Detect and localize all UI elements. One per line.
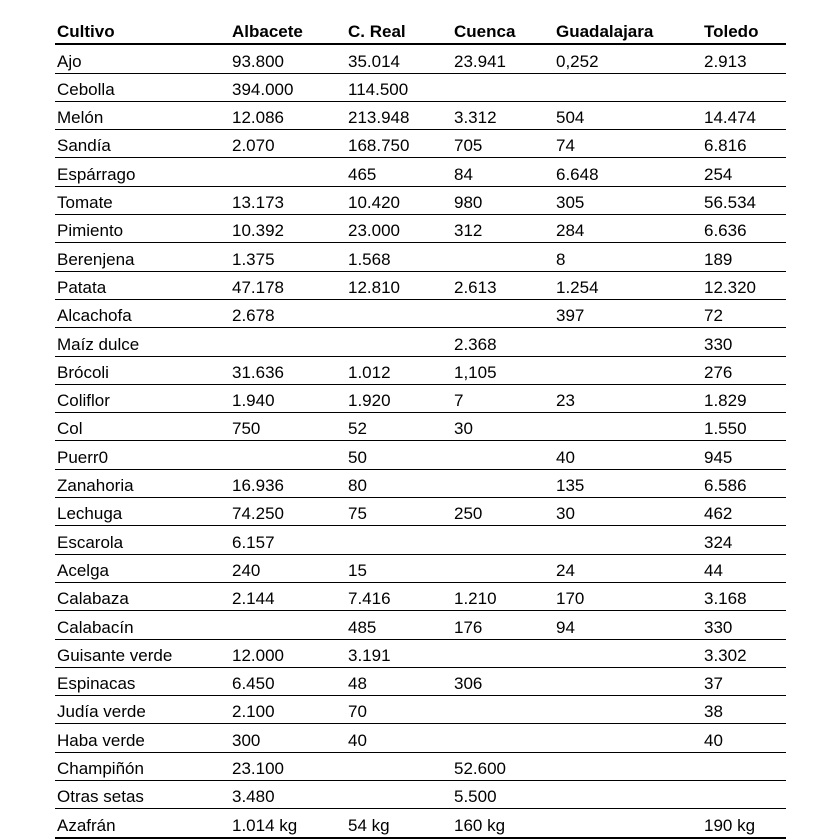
cell-guadalajara: 6.648: [554, 158, 702, 186]
cell-albacete: 240: [230, 554, 346, 582]
cell-guadalajara: 1.254: [554, 271, 702, 299]
cell-cuenca: 160 kg: [452, 809, 554, 838]
cell-c-real: 15: [346, 554, 452, 582]
cell-c-real: 168.750: [346, 130, 452, 158]
cell-cuenca: [452, 441, 554, 469]
table-row: [55, 696, 786, 724]
table-row: [55, 328, 786, 356]
table-row: [55, 498, 786, 526]
table-row: [55, 441, 786, 469]
cell-guadalajara: [554, 696, 702, 724]
cell-albacete: 10.392: [230, 215, 346, 243]
crop-production-table: [55, 16, 786, 839]
cell-c-real: 1.920: [346, 384, 452, 412]
cell-c-real: 54 kg: [346, 809, 452, 838]
cell-guadalajara: [554, 667, 702, 695]
cell-albacete: 13.173: [230, 186, 346, 214]
cell-c-real: [346, 526, 452, 554]
table-row: [55, 384, 786, 412]
cell-cuenca: [452, 724, 554, 752]
cell-cuenca: 52.600: [452, 752, 554, 780]
cell-cuenca: 3.312: [452, 101, 554, 129]
cell-cuenca: 176: [452, 611, 554, 639]
cell-cuenca: [452, 299, 554, 327]
header-row: [55, 16, 786, 44]
cell-guadalajara: 23: [554, 384, 702, 412]
cell-c-real: 80: [346, 469, 452, 497]
cell-cultivo: Espinacas: [55, 667, 230, 695]
cell-cuenca: 84: [452, 158, 554, 186]
cell-toledo: 330: [702, 328, 786, 356]
cell-c-real: 485: [346, 611, 452, 639]
cell-guadalajara: [554, 328, 702, 356]
cell-guadalajara: 0,252: [554, 44, 702, 73]
cell-cultivo: Zanahoria: [55, 469, 230, 497]
cell-toledo: 2.913: [702, 44, 786, 73]
cell-c-real: 7.416: [346, 582, 452, 610]
cell-cultivo: Sandía: [55, 130, 230, 158]
cell-albacete: 1.375: [230, 243, 346, 271]
cell-toledo: 6.816: [702, 130, 786, 158]
cell-cuenca: [452, 554, 554, 582]
cell-cuenca: 30: [452, 413, 554, 441]
cell-toledo: 3.302: [702, 639, 786, 667]
cell-toledo: 330: [702, 611, 786, 639]
cell-toledo: 190 kg: [702, 809, 786, 838]
table-row: [55, 158, 786, 186]
cell-cultivo: Haba verde: [55, 724, 230, 752]
cell-cultivo: Puerr0: [55, 441, 230, 469]
cell-guadalajara: 305: [554, 186, 702, 214]
cell-guadalajara: 170: [554, 582, 702, 610]
table-row: [55, 44, 786, 73]
cell-cultivo: Ajo: [55, 44, 230, 73]
cell-c-real: 35.014: [346, 44, 452, 73]
table-row: [55, 582, 786, 610]
cell-cultivo: Azafrán: [55, 809, 230, 838]
table-row: [55, 215, 786, 243]
cell-cuenca: 1.210: [452, 582, 554, 610]
cell-c-real: 40: [346, 724, 452, 752]
cell-cultivo: Calabacín: [55, 611, 230, 639]
cell-albacete: 394.000: [230, 73, 346, 101]
cell-cultivo: Pimiento: [55, 215, 230, 243]
cell-guadalajara: 135: [554, 469, 702, 497]
cell-c-real: [346, 781, 452, 809]
cell-cuenca: 2.368: [452, 328, 554, 356]
cell-cultivo: Alcachofa: [55, 299, 230, 327]
cell-c-real: 1.012: [346, 356, 452, 384]
cell-albacete: [230, 158, 346, 186]
header-c-real: C. Real: [346, 16, 452, 44]
cell-cuenca: [452, 73, 554, 101]
cell-toledo: 6.636: [702, 215, 786, 243]
cell-guadalajara: [554, 73, 702, 101]
cell-cuenca: 5.500: [452, 781, 554, 809]
table-row: [55, 724, 786, 752]
header-cultivo: Cultivo: [55, 16, 230, 44]
table-row: [55, 667, 786, 695]
cell-toledo: 254: [702, 158, 786, 186]
header-toledo: Toledo: [702, 16, 786, 44]
cell-cultivo: Tomate: [55, 186, 230, 214]
cell-guadalajara: 504: [554, 101, 702, 129]
header-guadalajara: Guadalajara: [554, 16, 702, 44]
cell-cuenca: 312: [452, 215, 554, 243]
table-row: [55, 526, 786, 554]
cell-cultivo: Cebolla: [55, 73, 230, 101]
cell-cuenca: 705: [452, 130, 554, 158]
cell-albacete: 12.086: [230, 101, 346, 129]
cell-toledo: 44: [702, 554, 786, 582]
cell-albacete: 1.940: [230, 384, 346, 412]
table-row: [55, 639, 786, 667]
cell-toledo: 189: [702, 243, 786, 271]
cell-guadalajara: [554, 809, 702, 838]
cell-cultivo: Coliflor: [55, 384, 230, 412]
cell-guadalajara: 74: [554, 130, 702, 158]
cell-toledo: 37: [702, 667, 786, 695]
cell-cultivo: Berenjena: [55, 243, 230, 271]
header-cuenca: Cuenca: [452, 16, 554, 44]
table-row: [55, 809, 786, 838]
cell-guadalajara: 24: [554, 554, 702, 582]
cell-cultivo: Maíz dulce: [55, 328, 230, 356]
cell-c-real: 23.000: [346, 215, 452, 243]
cell-guadalajara: [554, 639, 702, 667]
cell-toledo: [702, 781, 786, 809]
cell-guadalajara: [554, 356, 702, 384]
table-row: [55, 101, 786, 129]
cell-albacete: 31.636: [230, 356, 346, 384]
cell-cultivo: Guisante verde: [55, 639, 230, 667]
cell-guadalajara: [554, 724, 702, 752]
cell-albacete: 16.936: [230, 469, 346, 497]
cell-albacete: 750: [230, 413, 346, 441]
header-albacete: Albacete: [230, 16, 346, 44]
cell-c-real: 48: [346, 667, 452, 695]
cell-cuenca: 1,105: [452, 356, 554, 384]
cell-cuenca: 23.941: [452, 44, 554, 73]
cell-cultivo: Brócoli: [55, 356, 230, 384]
cell-toledo: 462: [702, 498, 786, 526]
cell-albacete: 74.250: [230, 498, 346, 526]
cell-cultivo: Acelga: [55, 554, 230, 582]
table-row: [55, 554, 786, 582]
cell-cuenca: 306: [452, 667, 554, 695]
cell-guadalajara: [554, 526, 702, 554]
table-row: [55, 130, 786, 158]
table-row: [55, 469, 786, 497]
cell-toledo: 72: [702, 299, 786, 327]
cell-guadalajara: 397: [554, 299, 702, 327]
table-row: [55, 73, 786, 101]
cell-cultivo: Patata: [55, 271, 230, 299]
cell-albacete: 3.480: [230, 781, 346, 809]
cell-guadalajara: 40: [554, 441, 702, 469]
cell-guadalajara: [554, 781, 702, 809]
cell-c-real: 10.420: [346, 186, 452, 214]
cell-cultivo: Escarola: [55, 526, 230, 554]
cell-albacete: 6.450: [230, 667, 346, 695]
cell-guadalajara: [554, 413, 702, 441]
cell-cuenca: 980: [452, 186, 554, 214]
cell-cuenca: 2.613: [452, 271, 554, 299]
cell-c-real: 52: [346, 413, 452, 441]
cell-c-real: 12.810: [346, 271, 452, 299]
cell-albacete: 1.014 kg: [230, 809, 346, 838]
table-row: [55, 611, 786, 639]
table-row: [55, 781, 786, 809]
cell-c-real: 70: [346, 696, 452, 724]
cell-albacete: 6.157: [230, 526, 346, 554]
cell-cuenca: [452, 696, 554, 724]
cell-toledo: [702, 73, 786, 101]
table-row: [55, 271, 786, 299]
cell-toledo: 324: [702, 526, 786, 554]
cell-toledo: 945: [702, 441, 786, 469]
cell-albacete: 2.678: [230, 299, 346, 327]
table-row: [55, 243, 786, 271]
table-row: [55, 299, 786, 327]
cell-cuenca: 7: [452, 384, 554, 412]
cell-albacete: 47.178: [230, 271, 346, 299]
cell-c-real: 114.500: [346, 73, 452, 101]
cell-albacete: [230, 441, 346, 469]
table-row: [55, 752, 786, 780]
cell-albacete: 23.100: [230, 752, 346, 780]
cell-cultivo: Champiñón: [55, 752, 230, 780]
cell-c-real: [346, 328, 452, 356]
cell-c-real: 1.568: [346, 243, 452, 271]
cell-toledo: [702, 752, 786, 780]
cell-albacete: 93.800: [230, 44, 346, 73]
cell-toledo: 14.474: [702, 101, 786, 129]
cell-guadalajara: 94: [554, 611, 702, 639]
cell-guadalajara: 284: [554, 215, 702, 243]
cell-c-real: [346, 299, 452, 327]
cell-toledo: 38: [702, 696, 786, 724]
cell-cuenca: [452, 469, 554, 497]
cell-c-real: 3.191: [346, 639, 452, 667]
cell-cuenca: [452, 639, 554, 667]
cell-toledo: 276: [702, 356, 786, 384]
cell-c-real: 465: [346, 158, 452, 186]
cell-c-real: 50: [346, 441, 452, 469]
table-header: [55, 16, 786, 44]
cell-cultivo: Col: [55, 413, 230, 441]
cell-toledo: 3.168: [702, 582, 786, 610]
table-row: [55, 413, 786, 441]
cell-cultivo: Espárrago: [55, 158, 230, 186]
cell-cuenca: [452, 526, 554, 554]
cell-toledo: 12.320: [702, 271, 786, 299]
cell-albacete: 2.100: [230, 696, 346, 724]
cell-albacete: 2.144: [230, 582, 346, 610]
cell-albacete: [230, 328, 346, 356]
cell-albacete: 2.070: [230, 130, 346, 158]
table-row: [55, 186, 786, 214]
crop-table-container: [55, 16, 786, 839]
cell-c-real: 75: [346, 498, 452, 526]
cell-cultivo: Calabaza: [55, 582, 230, 610]
cell-toledo: 40: [702, 724, 786, 752]
cell-toledo: 1.550: [702, 413, 786, 441]
cell-cultivo: Lechuga: [55, 498, 230, 526]
cell-toledo: 1.829: [702, 384, 786, 412]
cell-c-real: 213.948: [346, 101, 452, 129]
cell-cultivo: Melón: [55, 101, 230, 129]
cell-cuenca: 250: [452, 498, 554, 526]
cell-cultivo: Otras setas: [55, 781, 230, 809]
cell-albacete: [230, 611, 346, 639]
cell-c-real: [346, 752, 452, 780]
cell-toledo: 56.534: [702, 186, 786, 214]
cell-albacete: 300: [230, 724, 346, 752]
cell-guadalajara: 30: [554, 498, 702, 526]
table-body: [55, 44, 786, 837]
cell-albacete: 12.000: [230, 639, 346, 667]
table-row: [55, 356, 786, 384]
cell-guadalajara: 8: [554, 243, 702, 271]
cell-guadalajara: [554, 752, 702, 780]
cell-cuenca: [452, 243, 554, 271]
cell-cultivo: Judía verde: [55, 696, 230, 724]
cell-toledo: 6.586: [702, 469, 786, 497]
